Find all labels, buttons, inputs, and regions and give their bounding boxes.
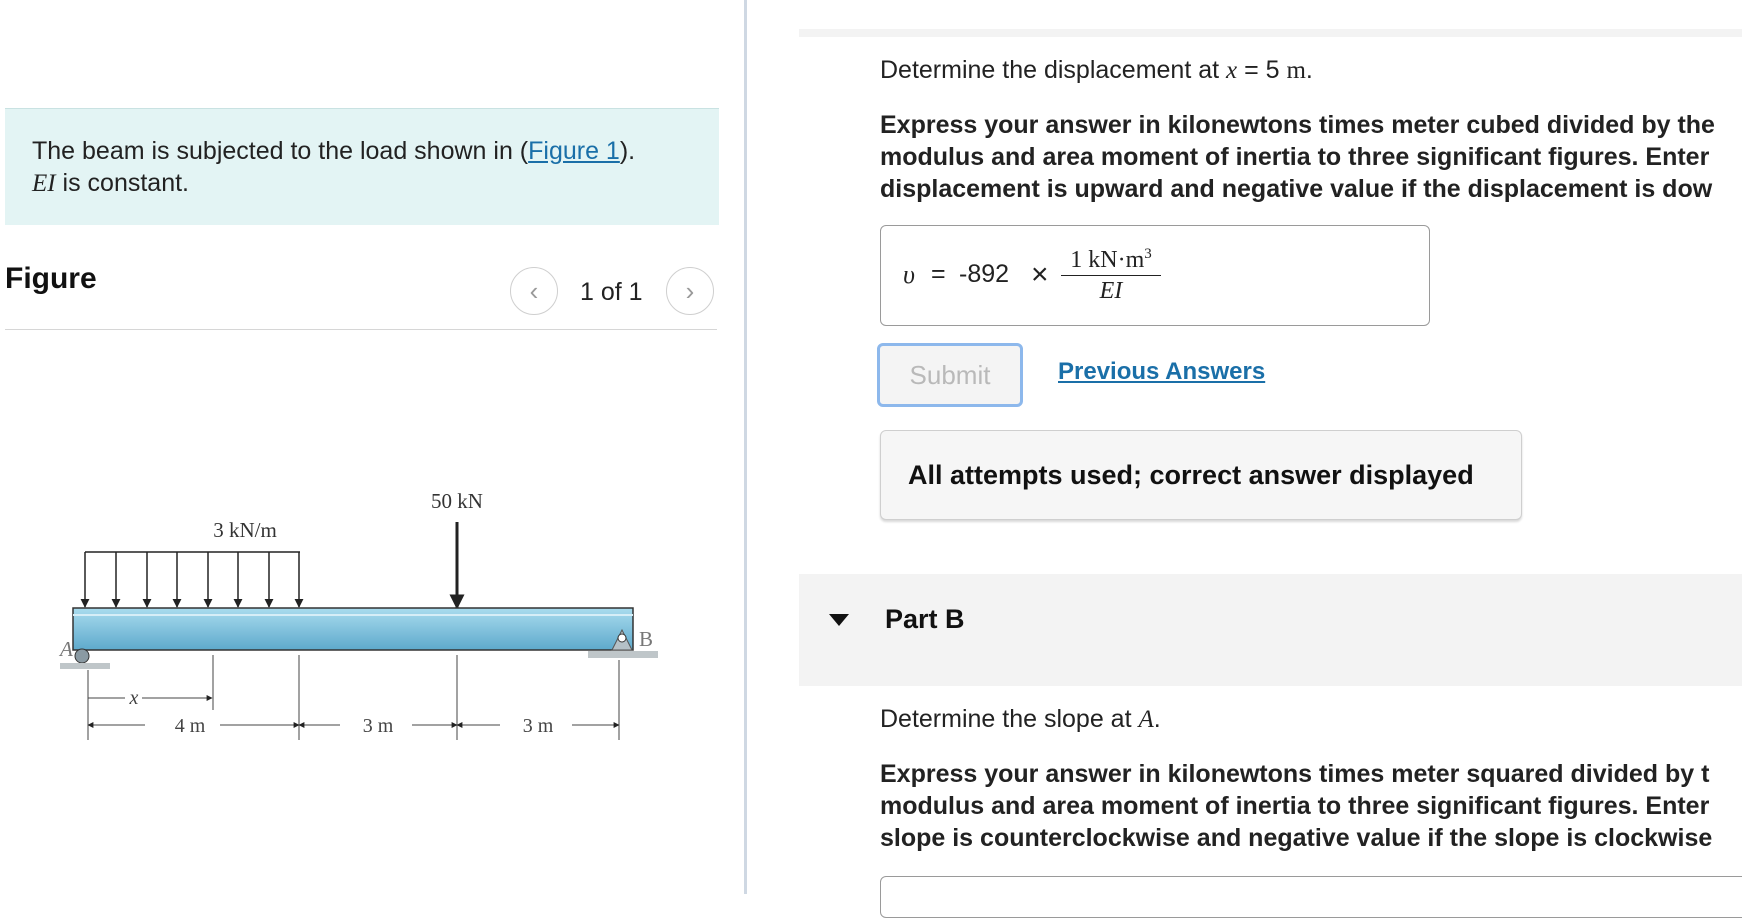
part-b-instructions: Express your answer in kilonewtons times meter squared divided by t modulus and area moment of inertia to three significant figures. Enter slope is counterclockwise and negative value if the slope is clockwise xyxy=(880,760,1713,852)
question-var: A xyxy=(1138,706,1154,733)
point-load-label: 50 kN xyxy=(431,489,483,513)
chevron-right-icon: › xyxy=(685,275,695,306)
page-indicator: 1 of 1 xyxy=(580,278,643,306)
unit-denominator: EI xyxy=(1099,278,1123,304)
svg-text:B: B xyxy=(639,627,654,651)
chevron-left-icon: ‹ xyxy=(529,275,539,306)
dim-label: 4 m xyxy=(174,715,206,737)
svg-text:A: A xyxy=(60,637,73,661)
question-unit: m xyxy=(1286,57,1306,84)
answer-value: -892 xyxy=(959,260,1010,288)
part-b-header[interactable] xyxy=(799,574,1742,686)
answer-units xyxy=(1061,246,1161,305)
answer-variable: υ xyxy=(903,260,915,289)
part-a-header-bar xyxy=(799,29,1742,37)
caret-down-icon[interactable] xyxy=(829,614,849,626)
problem-statement xyxy=(5,108,719,225)
pane-splitter[interactable] xyxy=(744,0,747,894)
prev-figure-button[interactable] xyxy=(510,267,558,315)
part-a-instructions: Express your answer in kilonewtons times meter cubed divided by the modulus and area moment of inertia to three significant figures. Enter displacement is upward and negative value if the displacement is dow xyxy=(880,111,1715,203)
attempts-status: All attempts used; correct answer displayed xyxy=(880,430,1522,520)
figure-link[interactable]: Figure 1 xyxy=(528,137,620,165)
intro-close: ). xyxy=(619,137,636,165)
answer-display xyxy=(880,225,1430,326)
part-b-question: Determine the slope at A. xyxy=(880,705,1161,733)
intro-text: The beam is subjected to the load shown in ( xyxy=(32,137,529,165)
distributed-load-arrows xyxy=(85,552,299,607)
figure-title: Figure xyxy=(5,262,97,295)
ei-symbol: EI xyxy=(32,170,56,197)
previous-answers-link[interactable]: Previous Answers xyxy=(1058,358,1266,385)
times-sign: × xyxy=(1031,258,1049,291)
beam-diagram xyxy=(40,470,680,750)
unit-numerator: 1 $kN\cdot m^3$ xyxy=(1061,246,1161,276)
answer-equals: = xyxy=(931,260,946,288)
dim-label: 3 m xyxy=(522,715,554,737)
dim-label: 3 m xyxy=(362,715,394,737)
ei-text: is constant. xyxy=(55,169,190,197)
part-b-answer-input[interactable] xyxy=(880,876,1742,918)
next-figure-button[interactable] xyxy=(666,267,714,315)
divider xyxy=(5,329,717,330)
question-var: x xyxy=(1226,57,1238,84)
part-a-question: Determine the displacement at x = 5 m. xyxy=(880,56,1313,84)
part-b-title: Part B xyxy=(885,604,965,634)
x-label: x xyxy=(129,687,139,709)
distributed-load-label: 3 kN/m xyxy=(213,518,277,542)
submit-button[interactable]: Submit xyxy=(877,343,1023,407)
figure-pane xyxy=(0,0,745,894)
